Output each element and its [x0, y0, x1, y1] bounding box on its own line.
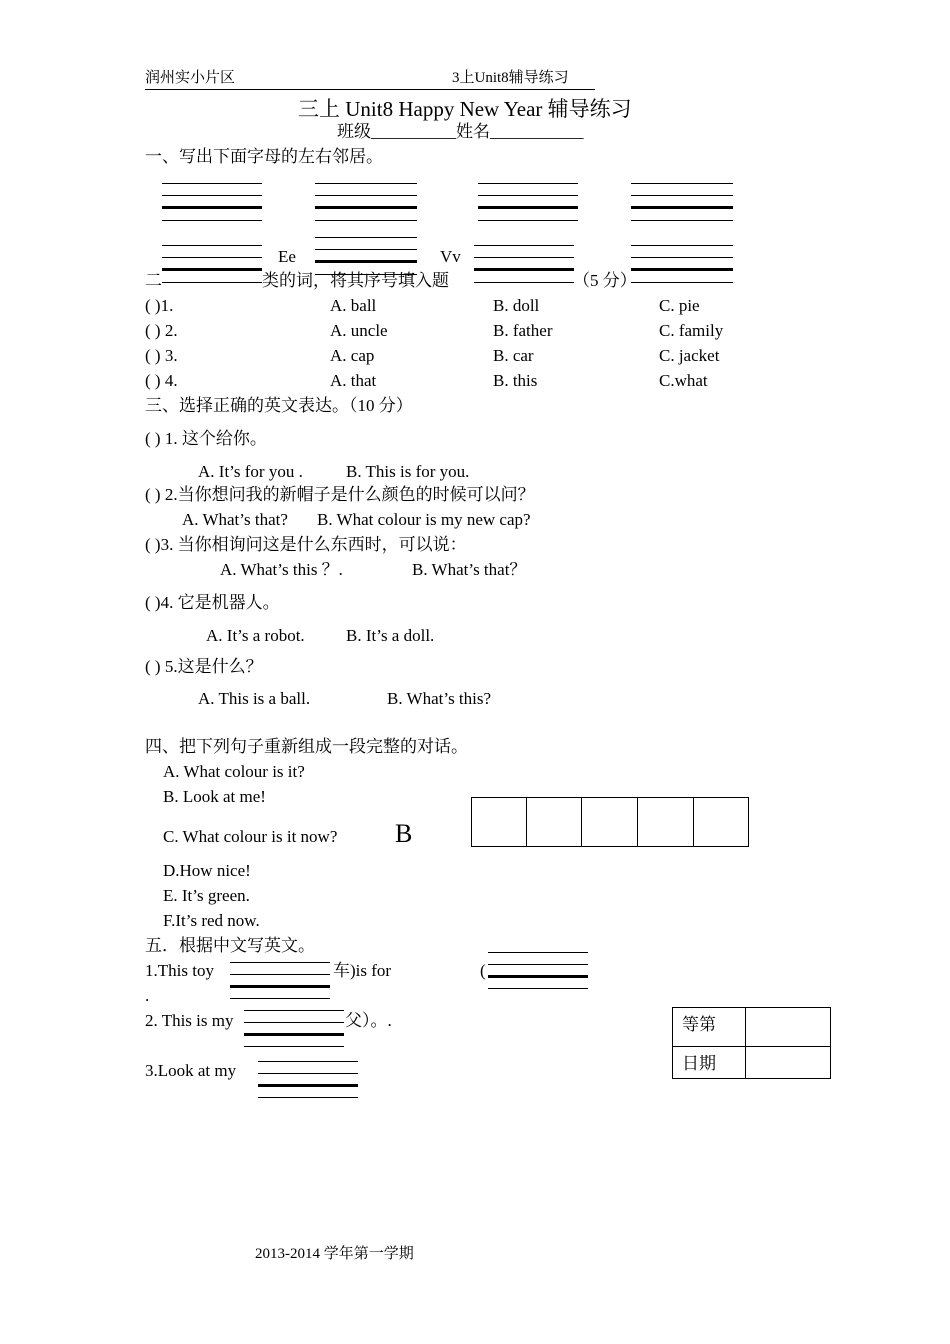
s2-right: 父）。.	[345, 1011, 392, 1030]
s1-mid: 车)is for	[333, 961, 392, 980]
row4-num: ( ) 4.	[145, 371, 178, 390]
dialog-item-e: E. It’s green.	[163, 886, 250, 905]
s1-dot: .	[145, 986, 150, 1005]
letter-ee: Ee	[278, 247, 296, 266]
q1-option-a: A. It’s for you .	[198, 462, 303, 481]
grade-value-cell[interactable]	[745, 1007, 831, 1047]
date-value-cell[interactable]	[745, 1046, 831, 1079]
q1-question: ( ) 1. 这个给你。	[145, 429, 267, 448]
q2-option-a: A. What’s that?	[182, 510, 288, 529]
dialog-item-f: F.It’s red now.	[163, 911, 260, 930]
section1-heading: 一、写出下面字母的左右邻居。	[145, 147, 383, 166]
s1-left: 1.This toy	[145, 961, 214, 980]
footer-term: 2013-2014 学年第一学期	[255, 1246, 414, 1262]
q3-option-b: B. What’s that？	[412, 560, 527, 579]
row1-num: ( )1.	[145, 296, 174, 315]
dialog-item-a: A. What colour is it?	[163, 762, 305, 781]
dialog-item-d: D.How nice!	[163, 861, 251, 880]
row4-b: B. this	[493, 371, 538, 390]
answer-cell[interactable]	[693, 797, 749, 847]
s3-left: 3.Look at my	[145, 1061, 237, 1080]
answer-cell[interactable]	[471, 797, 527, 847]
row3-c: C. jacket	[659, 346, 720, 365]
row3-b: B. car	[493, 346, 534, 365]
section2-heading-score: （5 分）	[573, 271, 637, 290]
letter-vv: Vv	[440, 247, 461, 266]
row1-b: B. doll	[493, 296, 540, 315]
q4-question: ( )4. 它是机器人。	[145, 593, 280, 612]
answer-cell[interactable]	[526, 797, 582, 847]
q2-option-b: B. What colour is my new cap?	[317, 510, 531, 529]
row2-c: C. family	[659, 321, 724, 340]
row2-num: ( ) 2.	[145, 321, 178, 340]
section4-heading: 四、把下列句子重新组成一段完整的对话。	[145, 737, 468, 756]
q5-option-a: A. This is a ball.	[198, 689, 311, 708]
section2-heading-left: 二	[145, 271, 162, 290]
q1-option-b: B. This is for you.	[346, 462, 470, 481]
header-unit: 3上Unit8辅导练习	[452, 70, 569, 86]
q4-option-b: B. It’s a doll.	[346, 626, 435, 645]
dialog-item-c: C. What colour is it now?	[163, 827, 338, 846]
row4-c: C.what	[659, 371, 708, 390]
row3-num: ( ) 3.	[145, 346, 178, 365]
q3-question: ( )3. 当你相询问这是什么东西时，可以说：	[145, 535, 467, 554]
section3-heading: 三、选择正确的英文表达。（10 分）	[145, 396, 413, 415]
s2-left: 2. This is my	[145, 1011, 234, 1030]
dialog-item-b: B. Look at me!	[163, 787, 266, 806]
answer-first-letter: B	[395, 819, 413, 848]
header-underline	[145, 89, 595, 90]
row3-a: A. cap	[330, 346, 375, 365]
page-title: 三上 Unit8 Happy New Year 辅导练习	[298, 97, 632, 121]
section5-heading: 五．根据中文写英文。	[145, 936, 315, 955]
row4-a: A. that	[330, 371, 377, 390]
row2-a: A. uncle	[330, 321, 388, 340]
q4-option-a: A. It’s a robot.	[206, 626, 305, 645]
row2-b: B. father	[493, 321, 553, 340]
q5-option-b: B. What’s this?	[387, 689, 492, 708]
q5-question: ( ) 5.这是什么？	[145, 657, 263, 676]
row1-a: A. ball	[330, 296, 377, 315]
grade-label: 等第	[682, 1015, 716, 1034]
header-school: 润州实小片区	[145, 70, 236, 86]
q3-option-a: A. What’s this ？.	[220, 560, 343, 579]
section2-heading-middle: 类的词，将其序号填入题	[262, 271, 449, 290]
answer-cell[interactable]	[581, 797, 638, 847]
page-subtitle: 班级__________姓名___________	[337, 122, 584, 141]
s1-paren: (	[480, 961, 486, 980]
row1-c: C. pie	[659, 296, 700, 315]
date-label: 日期	[682, 1054, 716, 1073]
answer-cell[interactable]	[637, 797, 694, 847]
q2-question: ( ) 2.当你想问我的新帽子是什么颜色的时候可以问？	[145, 485, 535, 504]
